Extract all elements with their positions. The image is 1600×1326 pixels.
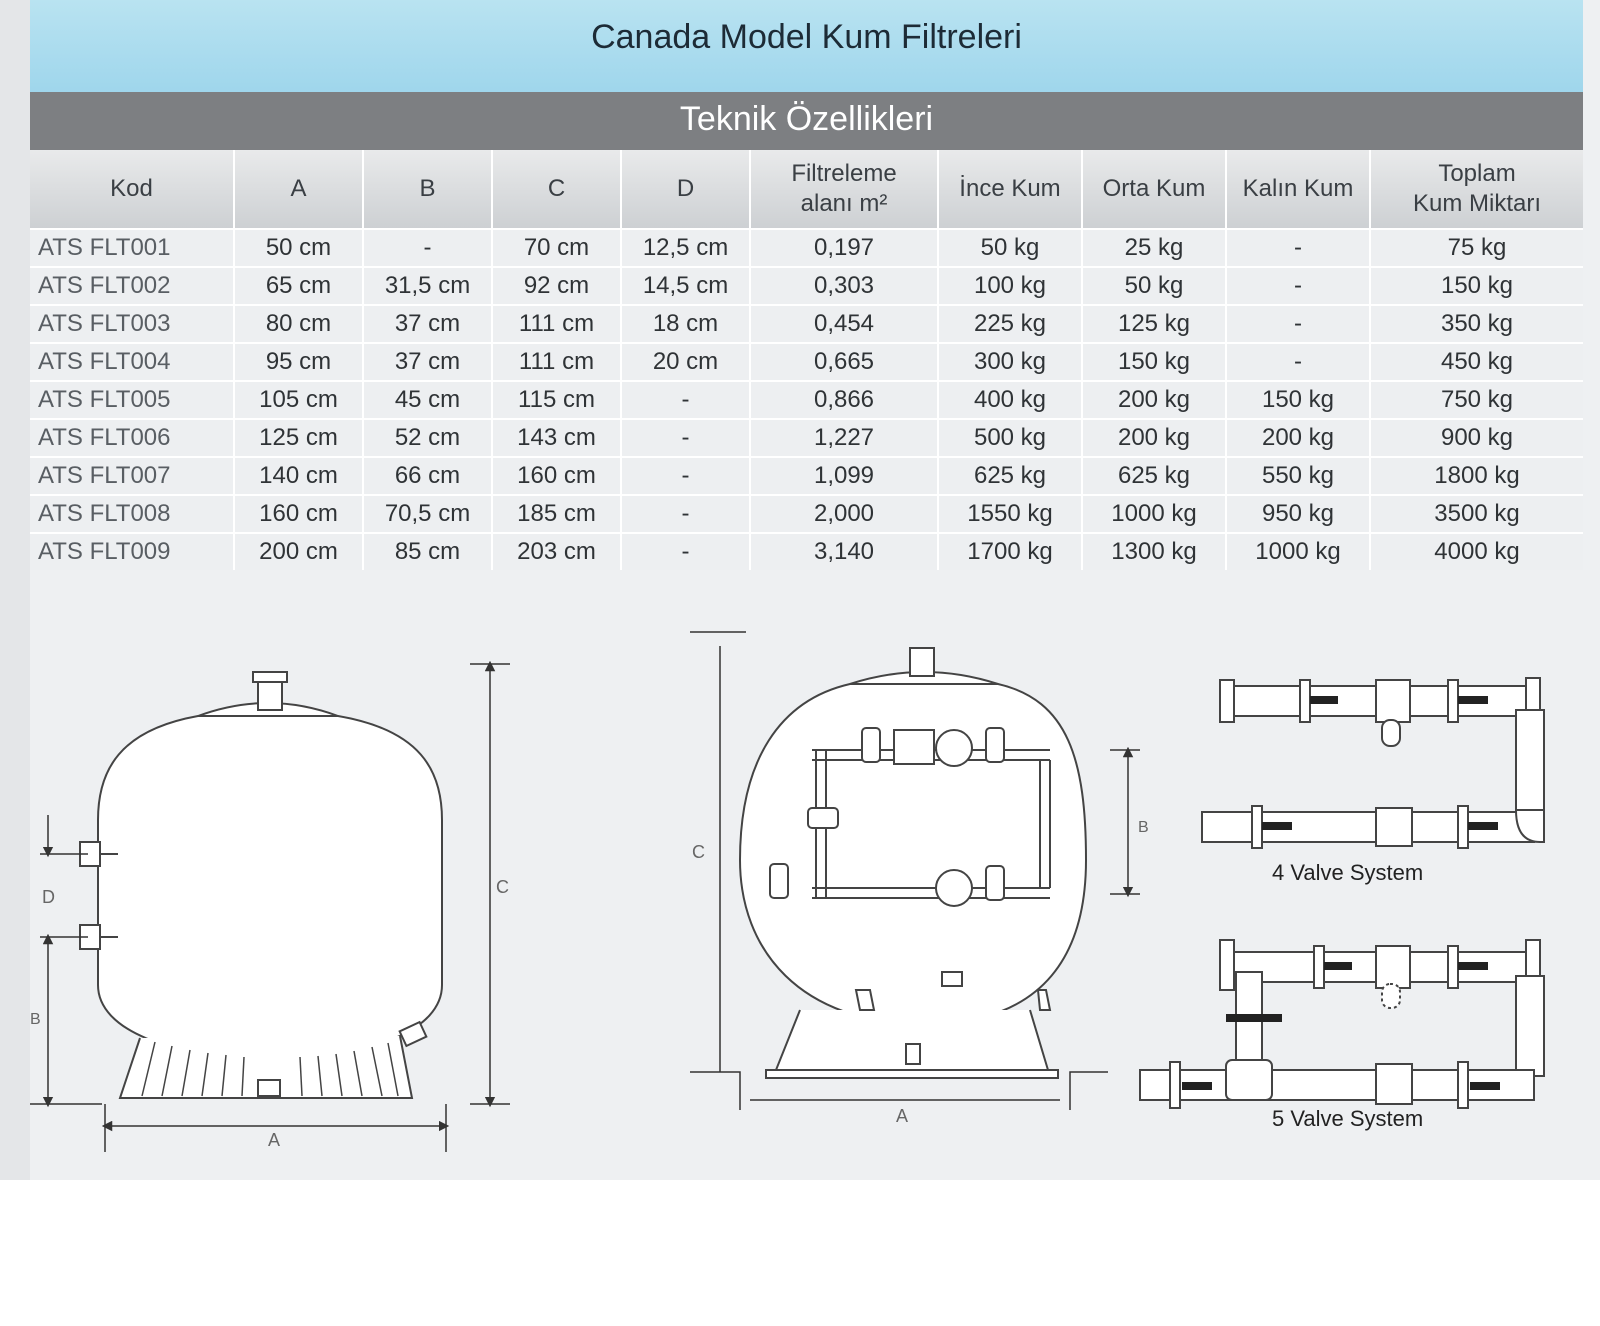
table-cell: 1300 kg [1082,533,1226,570]
table-cell: - [621,495,750,533]
top-valve-icon [258,680,282,710]
table-cell: 950 kg [1226,495,1370,533]
table-row [30,457,1583,495]
table-cell: 350 kg [1370,305,1583,343]
table-cell: 70 cm [492,229,621,267]
table-cell: 300 kg [938,343,1082,381]
table-cell: 1800 kg [1370,457,1583,495]
filter-diagrams [0,600,1600,1160]
table-cell: 0,866 [750,381,938,419]
table-cell: 160 cm [234,495,363,533]
table-cell: 0,303 [750,267,938,305]
table-cell: 31,5 cm [363,267,492,305]
table-cell: 125 kg [1082,305,1226,343]
dim-d-label: D [42,887,55,907]
top-valve-cap [253,672,287,682]
table-cell: 80 cm [234,305,363,343]
table-cell: - [363,229,492,267]
table-cell: 750 kg [1370,381,1583,419]
spec-table [30,150,1583,570]
sight-glass-icon [942,972,962,986]
table-cell: ATS FLT007 [30,457,234,495]
flow-meter-icon [936,870,972,906]
header-filter-area: Filtreleme alanı m² [750,150,938,229]
table-cell: - [1226,343,1370,381]
table-cell: 185 cm [492,495,621,533]
table-cell: 12,5 cm [621,229,750,267]
header-b: B [363,150,492,229]
valve-icon [986,866,1004,900]
table-cell: 125 cm [234,419,363,457]
table-cell: 50 kg [938,229,1082,267]
five-valve-caption: 5 Valve System [1272,1106,1424,1131]
table-cell: 37 cm [363,343,492,381]
table-cell: 400 kg [938,381,1082,419]
table-cell: 625 kg [938,457,1082,495]
table-cell: 2,000 [750,495,938,533]
table-row [30,419,1583,457]
header-d: D [621,150,750,229]
table-cell: 4000 kg [1370,533,1583,570]
table-cell: 0,454 [750,305,938,343]
table-cell: 900 kg [1370,419,1583,457]
table-cell: 45 cm [363,381,492,419]
four-valve-caption: 4 Valve System [1272,860,1424,885]
table-cell: 85 cm [363,533,492,570]
header-medium-sand: Orta Kum [1082,150,1226,229]
table-cell: 75 kg [1370,229,1583,267]
table-cell: 203 cm [492,533,621,570]
table-cell: - [621,419,750,457]
table-cell: 200 cm [234,533,363,570]
page-title: Canada Model Kum Filtreleri [591,18,1022,56]
table-cell: ATS FLT003 [30,305,234,343]
table-cell: 111 cm [492,343,621,381]
subtitle-band [30,92,1583,150]
table-cell: 143 cm [492,419,621,457]
page-subtitle: Teknik Özellikleri [679,100,934,138]
table-cell: 150 kg [1082,343,1226,381]
table-cell: 550 kg [1226,457,1370,495]
table-cell: 18 cm [621,305,750,343]
valve-icon [808,808,838,828]
table-cell: ATS FLT006 [30,419,234,457]
table-cell: 111 cm [492,305,621,343]
multiport-valve-icon [894,730,934,764]
valve-icon [862,728,880,762]
table-row [30,533,1583,570]
table-cell: 1,227 [750,419,938,457]
dim-c-label: C [496,877,509,897]
top-valve-icon [910,648,934,676]
table-cell: 200 kg [1082,381,1226,419]
table-cell: 200 kg [1082,419,1226,457]
title-band [30,0,1583,92]
header-kod: Kod [30,150,234,229]
table-cell: ATS FLT001 [30,229,234,267]
table-cell: ATS FLT009 [30,533,234,570]
table-cell: - [621,381,750,419]
table-cell: 160 cm [492,457,621,495]
table-cell: 1,099 [750,457,938,495]
table-cell: - [621,533,750,570]
table-header-row [30,150,1583,229]
table-cell: 1000 kg [1226,533,1370,570]
table-cell: - [1226,305,1370,343]
table-cell: 225 kg [938,305,1082,343]
table-row [30,495,1583,533]
table-cell: 25 kg [1082,229,1226,267]
port-icon [1038,990,1050,1010]
table-row [30,229,1583,267]
left-filter-drawing [80,672,442,1098]
pressure-gauge-icon [936,730,972,766]
table-cell: 50 cm [234,229,363,267]
table-cell: 450 kg [1370,343,1583,381]
table-cell: ATS FLT008 [30,495,234,533]
dim-c-label: C [692,842,705,862]
valve-icon [986,728,1004,762]
table-cell: 66 cm [363,457,492,495]
table-cell: 140 cm [234,457,363,495]
header-a: A [234,150,363,229]
filter-tank-body [98,716,442,1058]
table-cell: 52 cm [363,419,492,457]
table-row [30,381,1583,419]
table-cell: 150 kg [1226,381,1370,419]
table-cell: 3,140 [750,533,938,570]
dim-a-label: A [268,1130,281,1150]
table-cell: 37 cm [363,305,492,343]
table-cell: 65 cm [234,267,363,305]
header-c: C [492,150,621,229]
middle-filter-drawing [740,648,1086,1078]
table-cell: 20 cm [621,343,750,381]
table-cell: 50 kg [1082,267,1226,305]
valve-icon [770,864,788,898]
dim-b-label: B [1138,819,1149,836]
table-cell: 625 kg [1082,457,1226,495]
table-cell: 500 kg [938,419,1082,457]
table-cell: 115 cm [492,381,621,419]
dim-b-label: B [30,1011,41,1028]
header-total-sand: Toplam Kum Miktarı [1370,150,1583,229]
table-cell: 1550 kg [938,495,1082,533]
table-cell: 100 kg [938,267,1082,305]
base-drain [906,1044,920,1064]
table-cell: - [1226,267,1370,305]
table-cell: 3500 kg [1370,495,1583,533]
filter-plinth [766,1070,1058,1078]
header-coarse-sand: Kalın Kum [1226,150,1370,229]
table-cell: - [621,457,750,495]
table-cell: 0,197 [750,229,938,267]
table-cell: - [1226,229,1370,267]
table-cell: ATS FLT002 [30,267,234,305]
table-cell: 70,5 cm [363,495,492,533]
table-row [30,267,1583,305]
header-fine-sand: İnce Kum [938,150,1082,229]
table-cell: ATS FLT004 [30,343,234,381]
table-cell: 92 cm [492,267,621,305]
table-cell: 14,5 cm [621,267,750,305]
table-cell: 95 cm [234,343,363,381]
table-row [30,343,1583,381]
table-cell: ATS FLT005 [30,381,234,419]
table-row [30,305,1583,343]
table-cell: 1000 kg [1082,495,1226,533]
table-cell: 150 kg [1370,267,1583,305]
table-cell: 200 kg [1226,419,1370,457]
base-drain [258,1080,280,1096]
table-cell: 0,665 [750,343,938,381]
dim-a-label: A [896,1106,909,1126]
port-icon [856,990,874,1010]
table-cell: 1700 kg [938,533,1082,570]
table-cell: 105 cm [234,381,363,419]
